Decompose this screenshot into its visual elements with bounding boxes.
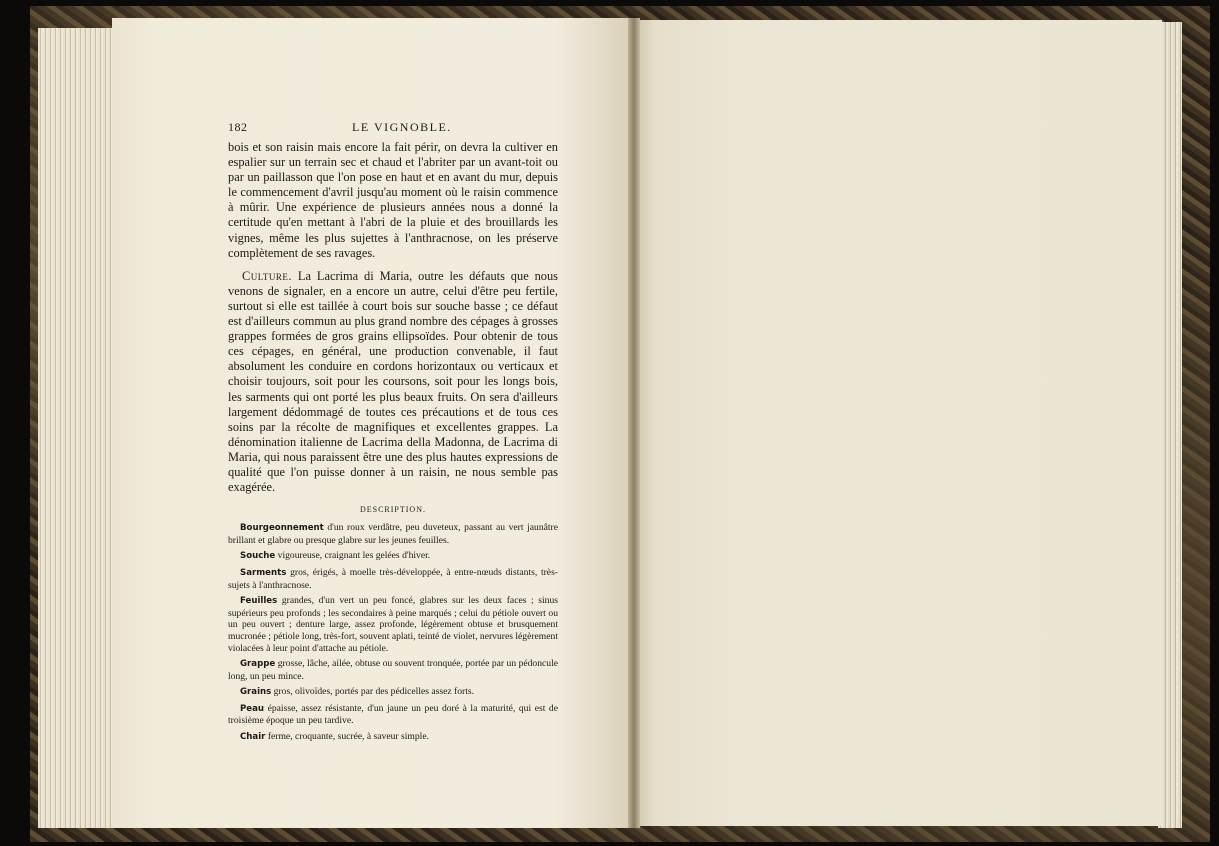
description-entry (228, 595, 558, 654)
page-edges-left (38, 28, 118, 828)
section-lead: Culture. (242, 268, 293, 283)
description-entry (228, 703, 558, 727)
entry-term: Chair (240, 732, 266, 743)
entry-text: gros, olivoïdes, portés par des pédicelles assez forts. (271, 686, 475, 698)
entry-text: d'un roux verdâtre, peu duveteux, passant au vert jaunâtre brillant et glabre ou presque glabre sur les jeunes feuilles. (228, 522, 558, 546)
entry-text: grosse, lâche, ailée, obtuse ou souvent tronquée, portée par un pédoncule long, un peu mince. (228, 658, 558, 682)
entry-term: Souche (240, 551, 276, 562)
entry-text: vigoureuse, craignant les gelées d'hiver. (275, 550, 431, 562)
description-heading: DESCRIPTION. (359, 505, 426, 515)
book-gutter (628, 18, 640, 828)
description-entry (228, 686, 558, 699)
entry-term: Peau (240, 703, 265, 714)
entry-text: grandes, d'un vert un peu foncé, glabres sur les deux faces ; sinus supérieurs peu profonds ; les secondaires à peine marqués ; celui du pétiole ouvert ou un peu ouvert ; denture large, assez profonde, légèrement obtuse et brusquement mucronée ; pétiole long, très-fort, souvent aplati, teinté de violet, nervures légèrement violacées à leur point d'attache au pétiole. (228, 595, 558, 654)
entry-term: Bourgeonnement (240, 523, 324, 534)
paragraph-body: La Lacrima di Maria, outre les défauts que nous venons de signaler, en a encore un autre, celui d'être peu fertile, surtout si elle est taillée à court bois sur souche basse ; ce défaut est d'ailleurs commun au plus grand nombre des cépages à grosses grappes formées de gros grains ellipsoïdes. Pour obtenir de tous ces cépages, en général, une production convenable, il faut absolument les conduire en cordons horizontaux ou verticaux et choisir toujours, soit pour les coursons, soit pour les longs bois, les sarments qui ont porté les plus beaux fruits. On sera d'ailleurs largement dédommagé de toutes ces précautions et de tous ces soins par la récolte de magnifiques et excellentes grappes. La dénomination italienne de Lacrima della Madonna, de Lacrima di Maria, qui nous paraissent être une des plus hautes expressions de qualité que l'on puisse donner à un raisin, ne nous semble pas exagérée. (228, 268, 558, 495)
running-title: LE VIGNOBLE. (352, 120, 452, 134)
description-entry (228, 567, 558, 591)
entry-term: Grappe (240, 659, 276, 670)
paragraph: bois et son raisin mais encore la fait périr, on devra la cultiver en espalier sur un terrain sec et chaud et l'abriter par un avant-toit ou par un paillasson que l'on pose en haut et en avant du mur, depuis le commencement d'avril jusqu'au moment où le raisin commence à mûrir. Une expérience de plusieurs années nous a donné la certitude qu'en mettant à l'abri de la pluie et des brouillards les vignes, même les plus sujettes à l'anthracnose, on les préserve complètement de ses ravages. (228, 140, 558, 260)
description-entry (228, 522, 558, 546)
entry-text: ferme, croquante, sucrée, à saveur simple. (265, 731, 429, 743)
page-number: 182 (228, 120, 248, 134)
paragraph-culture (228, 269, 558, 495)
running-head (228, 120, 558, 140)
description-entry (228, 731, 558, 744)
entry-term: Feuilles (240, 596, 278, 607)
entry-term: Grains (240, 687, 272, 698)
description-entry (228, 658, 558, 682)
entry-text: épaisse, assez résistante, d'un jaune un peu doré à la maturité, qui est de troisième époque un peu tardive. (228, 702, 558, 727)
entry-term: Sarments (240, 567, 287, 578)
entry-text: gros, érigés, à moelle très-développée, à entre-nœuds distants, très-sujets à l'anthracnose. (228, 566, 558, 591)
page-text (228, 120, 558, 748)
right-page-blank (634, 20, 1162, 826)
description-entry (228, 550, 558, 563)
